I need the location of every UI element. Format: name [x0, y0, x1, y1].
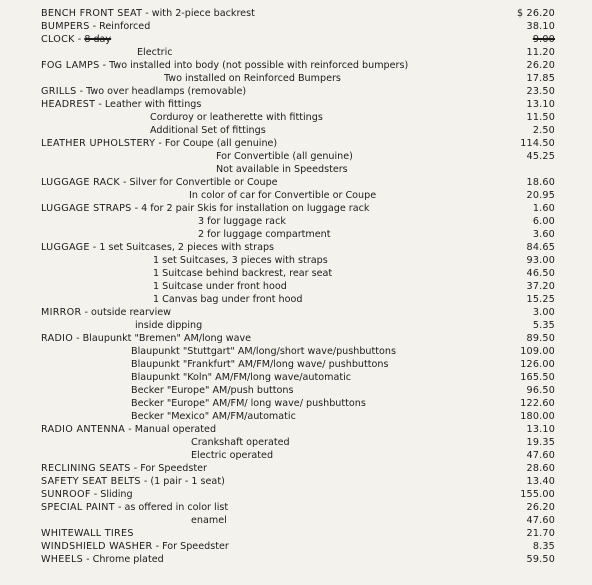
separator: - — [83, 554, 93, 565]
item-price: 5.35 — [532, 320, 555, 331]
item-heading-line — [41, 554, 164, 566]
item-price: 8.35 — [532, 541, 555, 552]
list-item — [0, 554, 592, 566]
list-item — [0, 86, 592, 98]
list-item — [0, 73, 592, 85]
item-heading-line — [41, 8, 255, 20]
item-description: Blaupunkt "Stuttgart" AM/long/short wave/pushbuttons — [131, 346, 396, 357]
item-option-line — [131, 411, 296, 423]
item-description: Blaupunkt "Koln" AM/FM/long wave/automatic — [131, 372, 352, 383]
item-option-line — [216, 164, 348, 176]
item-price: 89.50 — [526, 333, 555, 344]
list-item — [0, 281, 592, 293]
item-option-line — [135, 320, 202, 332]
list-item — [0, 242, 592, 254]
item-price: 26.20 — [526, 60, 555, 71]
item-price: 93.00 — [526, 255, 555, 266]
separator: - — [81, 307, 92, 318]
separator: - — [119, 177, 130, 188]
item-heading: SPECIAL PAINT — [41, 502, 115, 513]
list-item — [0, 268, 592, 280]
separator: - — [131, 203, 142, 214]
item-price: 18.60 — [526, 177, 555, 188]
item-price: 3.00 — [532, 307, 555, 318]
item-description: Becker "Mexico" AM/FM/automatic — [131, 411, 296, 422]
item-description: Becker "Europe" AM/push buttons — [131, 385, 294, 396]
list-item — [0, 190, 592, 202]
item-heading-line — [41, 424, 216, 436]
item-option-line — [150, 112, 323, 124]
item-option-line — [153, 255, 328, 267]
list-item — [0, 333, 592, 345]
item-heading: FOG LAMPS — [41, 60, 100, 71]
list-item — [0, 151, 592, 163]
item-description: 1 set Suitcases, 3 pieces with straps — [153, 255, 328, 266]
item-heading: LUGGAGE — [41, 242, 90, 253]
item-description: Not available in Speedsters — [216, 164, 348, 175]
item-heading: CLOCK — [41, 34, 75, 45]
separator: - — [152, 541, 163, 552]
item-heading-line — [41, 476, 225, 488]
item-description: 3 for luggage rack — [198, 216, 286, 227]
item-option-line — [191, 450, 273, 462]
item-option-line — [153, 268, 332, 280]
item-description: Chrome plated — [92, 554, 164, 565]
separator: - — [142, 8, 152, 19]
item-price: 180.00 — [520, 411, 555, 422]
item-heading-line — [41, 21, 150, 33]
item-description: Electric operated — [191, 450, 274, 461]
item-heading-line — [41, 307, 171, 319]
item-description: Silver for Convertible or Coupe — [129, 177, 278, 188]
item-description: 1 Suitcase under front hood — [153, 281, 287, 292]
list-item — [0, 450, 592, 462]
list-item — [0, 294, 592, 306]
item-heading: WHITEWALL TIRES — [41, 528, 134, 539]
item-description: Blaupunkt "Frankfurt" AM/FM/long wave/ pushbuttons — [131, 359, 389, 370]
item-description: Reinforced — [99, 21, 151, 32]
item-price: 47.60 — [526, 450, 555, 461]
list-item — [0, 346, 592, 358]
item-description: Two installed into body (not possible with reinforced bumpers) — [109, 60, 409, 71]
list-item — [0, 320, 592, 332]
item-heading: RADIO — [41, 333, 74, 344]
list-item — [0, 476, 592, 488]
item-description: Sliding — [100, 489, 133, 500]
item-heading-line — [41, 463, 207, 475]
item-heading: WHEELS — [41, 554, 84, 565]
separator: - — [99, 60, 110, 71]
list-item — [0, 21, 592, 33]
item-price: 11.20 — [526, 47, 555, 58]
item-price: 20.95 — [526, 190, 555, 201]
item-option-line — [131, 385, 294, 397]
item-heading-line — [41, 502, 228, 514]
separator: - — [125, 424, 135, 435]
item-option-line — [198, 229, 331, 241]
item-price: 6.00 — [532, 216, 555, 227]
item-heading-line — [41, 203, 369, 215]
list-item — [0, 528, 592, 540]
separator: - — [140, 476, 151, 487]
item-option-line — [191, 437, 290, 449]
list-item — [0, 541, 592, 553]
item-option-line — [153, 294, 302, 306]
item-heading-line — [41, 99, 201, 111]
item-heading: GRILLS — [41, 86, 77, 97]
item-option-line — [137, 47, 173, 59]
list-item — [0, 138, 592, 150]
separator: - — [130, 463, 141, 474]
item-price: 109.00 — [520, 346, 555, 357]
list-item — [0, 411, 592, 423]
list-item — [0, 8, 592, 20]
item-price: 23.50 — [526, 86, 555, 97]
list-item — [0, 255, 592, 267]
item-description: For Speedster — [162, 541, 229, 552]
list-item — [0, 385, 592, 397]
list-item — [0, 424, 592, 436]
list-item — [0, 372, 592, 384]
item-price: 37.20 — [526, 281, 555, 292]
item-option-line — [131, 346, 396, 358]
item-heading-line — [41, 541, 229, 553]
item-price: 38.10 — [526, 21, 555, 32]
item-option-line — [131, 359, 388, 371]
item-heading-line — [41, 60, 408, 72]
item-price: 59.50 — [526, 554, 555, 565]
item-price: 47.60 — [526, 515, 555, 526]
item-description: 8 day — [84, 34, 112, 45]
item-description: (1 pair - 1 seat) — [150, 476, 225, 487]
item-price: 84.65 — [526, 242, 555, 253]
separator: - — [114, 502, 125, 513]
item-price: 13.10 — [526, 424, 555, 435]
item-description: Manual operated — [134, 424, 217, 435]
item-price: 3.60 — [532, 229, 555, 240]
item-description: Blaupunkt "Bremen" AM/long wave — [82, 333, 252, 344]
item-price: 45.25 — [526, 151, 555, 162]
item-heading-line — [41, 138, 277, 150]
item-heading-line — [41, 333, 251, 345]
separator: - — [89, 21, 100, 32]
list-item — [0, 307, 592, 319]
item-price: 15.25 — [526, 294, 555, 305]
item-description: For Convertible (all genuine) — [216, 151, 353, 162]
separator: - — [89, 242, 100, 253]
list-item — [0, 99, 592, 111]
item-heading-line — [41, 86, 246, 98]
list-item — [0, 229, 592, 241]
item-heading: LUGGAGE STRAPS — [41, 203, 132, 214]
item-description: Two installed on Reinforced Bumpers — [164, 73, 341, 84]
item-heading: SUNROOF — [41, 489, 91, 500]
item-price: 21.70 — [526, 528, 555, 539]
item-description: 1 set Suitcases, 2 pieces with straps — [99, 242, 275, 253]
item-heading-line — [41, 34, 111, 46]
item-option-line — [189, 190, 376, 202]
item-option-line — [191, 515, 227, 527]
item-price: 9.00 — [532, 34, 555, 45]
item-heading: SAFETY SEAT BELTS — [41, 476, 141, 487]
item-description: Leather with fittings — [104, 99, 202, 110]
item-heading: BUMPERS — [41, 21, 90, 32]
item-description: Electric — [137, 47, 173, 58]
item-price: 19.35 — [526, 437, 555, 448]
item-price: 155.00 — [520, 489, 555, 500]
item-heading-line — [41, 177, 278, 189]
item-heading-line — [41, 528, 134, 540]
list-item — [0, 34, 592, 46]
list-item — [0, 216, 592, 228]
list-item — [0, 177, 592, 189]
item-description: Additional Set of fittings — [150, 125, 266, 136]
list-item — [0, 112, 592, 124]
item-description: Becker "Europe" AM/FM/ long wave/ pushbuttons — [131, 398, 366, 409]
item-heading-line — [41, 242, 274, 254]
item-heading: LUGGAGE RACK — [41, 177, 120, 188]
list-item — [0, 515, 592, 527]
item-price: 126.00 — [520, 359, 555, 370]
list-item — [0, 502, 592, 514]
item-description: 1 Canvas bag under front hood — [153, 294, 303, 305]
item-heading-line — [41, 489, 133, 501]
list-item — [0, 489, 592, 501]
item-heading: LEATHER UPHOLSTERY — [41, 138, 156, 149]
item-description: inside dipping — [135, 320, 203, 331]
item-price: 122.60 — [520, 398, 555, 409]
separator: - — [73, 333, 83, 344]
item-price: 26.20 — [526, 502, 555, 513]
list-item — [0, 437, 592, 449]
item-price: 13.10 — [526, 99, 555, 110]
item-description: with 2-piece backrest — [151, 8, 255, 19]
item-heading: MIRROR — [41, 307, 82, 318]
item-description: For Speedster — [140, 463, 207, 474]
item-price: 28.60 — [526, 463, 555, 474]
item-price: 13.40 — [526, 476, 555, 487]
item-heading: WINDSHIELD WASHER — [41, 541, 153, 552]
list-item — [0, 60, 592, 72]
item-price: 165.50 — [520, 372, 555, 383]
item-price: 1.60 — [532, 203, 555, 214]
item-price: 96.50 — [526, 385, 555, 396]
item-description: Two over headlamps (removable) — [86, 86, 247, 97]
separator: - — [74, 34, 85, 45]
item-price: 114.50 — [520, 138, 555, 149]
item-description: Corduroy or leatherette with fittings — [150, 112, 323, 123]
item-description: enamel — [191, 515, 227, 526]
item-description: outside rearview — [91, 307, 171, 318]
item-heading: HEADREST — [41, 99, 96, 110]
item-price: 11.50 — [526, 112, 555, 123]
item-price: 2.50 — [532, 125, 555, 136]
list-item — [0, 359, 592, 371]
item-description: For Coupe (all genuine) — [164, 138, 278, 149]
separator: - — [95, 99, 105, 110]
item-price: 17.85 — [526, 73, 555, 84]
item-description: 1 Suitcase behind backrest, rear seat — [153, 268, 333, 279]
item-heading: RADIO ANTENNA — [41, 424, 126, 435]
item-price: 46.50 — [526, 268, 555, 279]
separator: - — [90, 489, 101, 500]
item-heading: BENCH FRONT SEAT — [41, 8, 143, 19]
item-description: 2 for luggage compartment — [198, 229, 331, 240]
item-option-line — [131, 372, 351, 384]
item-description: In color of car for Convertible or Coupe — [189, 190, 377, 201]
item-option-line — [150, 125, 266, 137]
item-price: $ 26.20 — [516, 8, 555, 19]
list-item — [0, 164, 592, 176]
item-description: as offered in color list — [124, 502, 229, 513]
item-option-line — [131, 398, 366, 410]
item-option-line — [216, 151, 353, 163]
item-option-line — [164, 73, 341, 85]
list-item — [0, 463, 592, 475]
list-item — [0, 47, 592, 59]
separator: - — [155, 138, 165, 149]
list-item — [0, 203, 592, 215]
list-item — [0, 398, 592, 410]
separator: - — [76, 86, 87, 97]
item-heading: RECLINING SEATS — [41, 463, 131, 474]
item-description: 4 for 2 pair Skis for installation on luggage rack — [141, 203, 370, 214]
item-description: Crankshaft operated — [191, 437, 290, 448]
list-item — [0, 125, 592, 137]
item-option-line — [153, 281, 287, 293]
item-option-line — [198, 216, 286, 228]
